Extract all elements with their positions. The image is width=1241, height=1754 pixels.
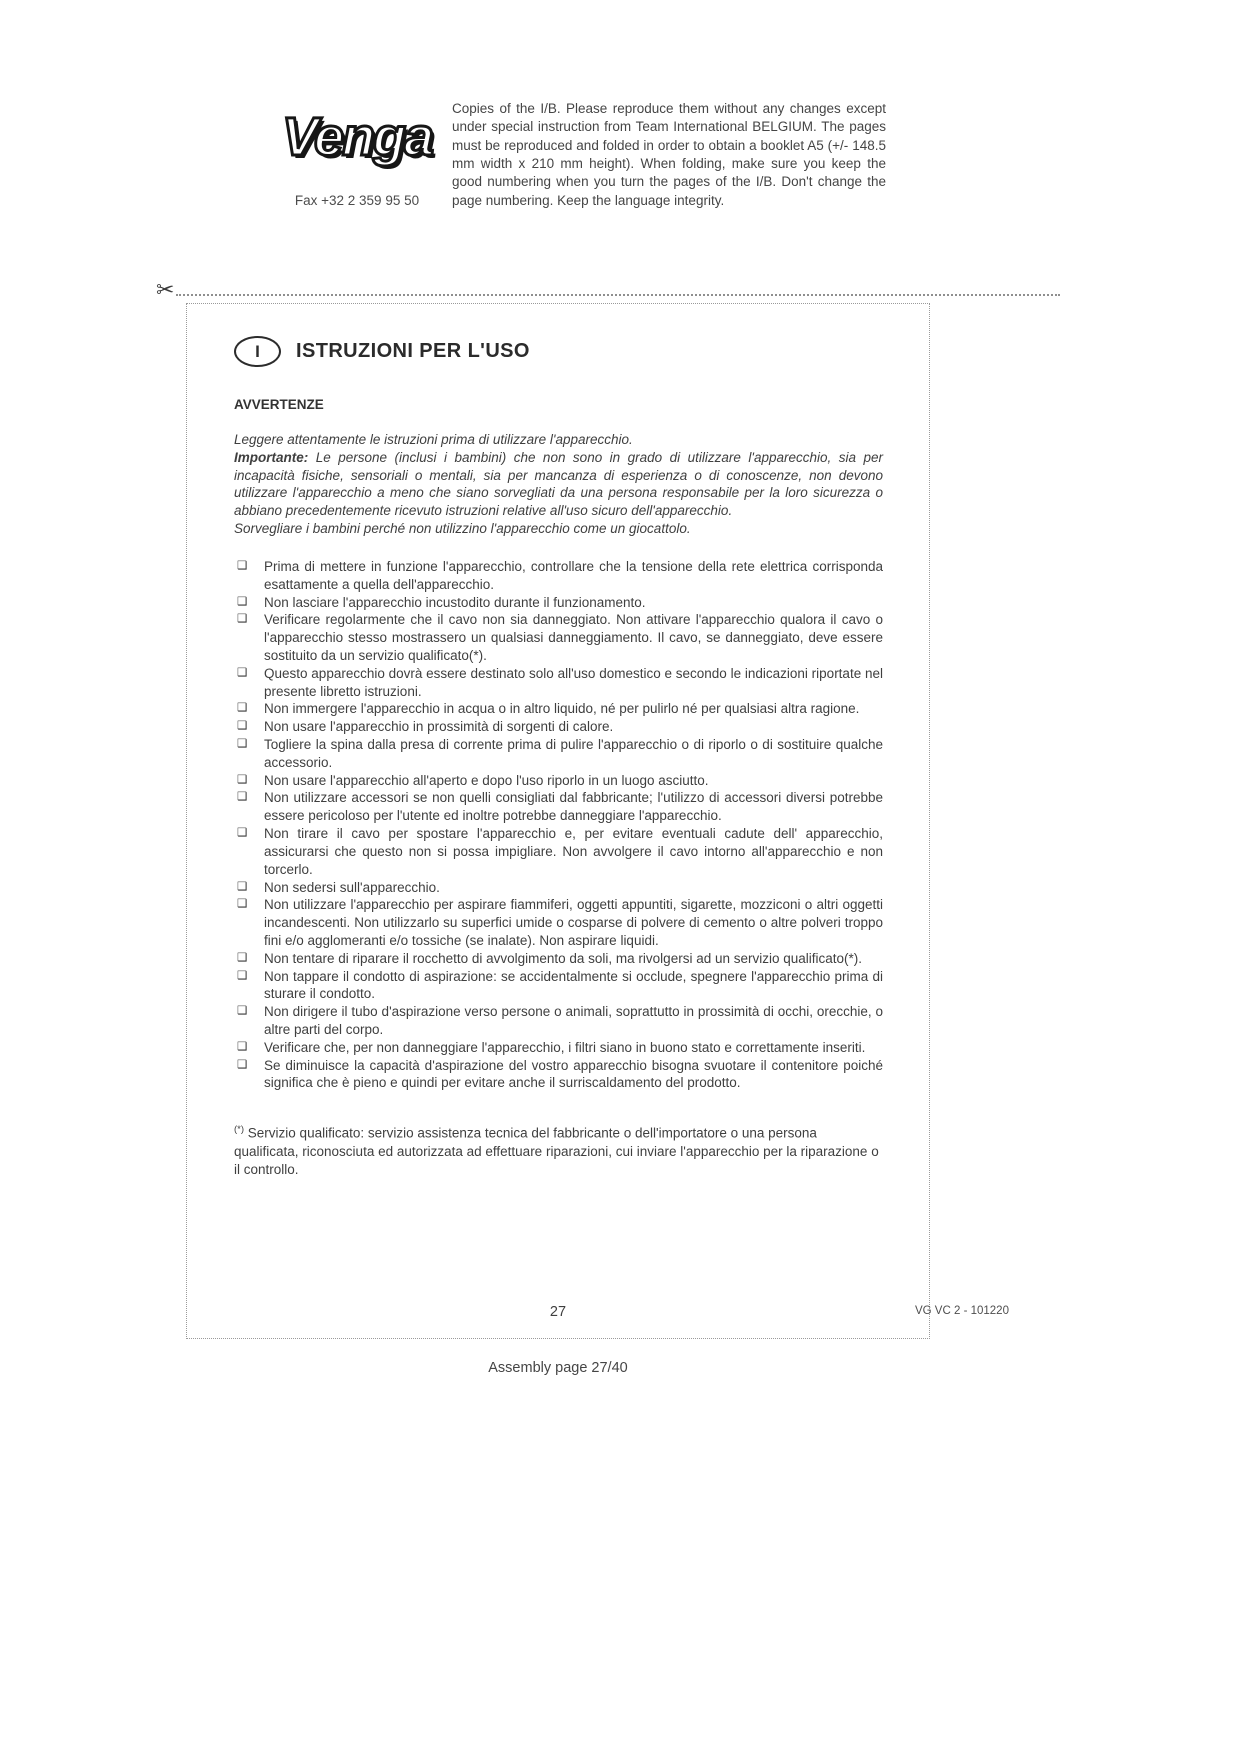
warning-text: Non usare l'apparecchio in prossimità di sorgenti di calore. — [264, 719, 614, 735]
warning-text: Non tentare di riparare il rocchetto di avvolgimento da soli, ma rivolgersi ad un servizio qualificato(*). — [264, 950, 863, 966]
warning-item — [234, 594, 883, 612]
warning-item — [234, 789, 883, 825]
venga-logo: Venga — [281, 107, 433, 167]
warning-text: Non dirigere il tubo d'aspirazione verso persone o animali, soprattutto in prossimità di occhi, orecchie, o altre parti del corpo. — [264, 1004, 883, 1037]
warning-text: Non utilizzare accessori se non quelli consigliati dal fabbricante; l'utilizzo di accessori diversi potrebbe essere pericoloso per l'utente ed inoltre potrebbe danneggiare l'apparecchio. — [264, 790, 883, 824]
warning-item — [234, 950, 883, 968]
warning-list — [234, 558, 883, 1092]
doc-code: VG VC 2 - 101220 — [915, 1305, 1009, 1317]
importante-label: Importante: — [234, 449, 309, 465]
warning-item — [234, 718, 883, 736]
cut-line — [156, 278, 1060, 302]
checkbox-bullet-icon: ❑ — [237, 595, 248, 608]
footnote-text: Servizio qualificato: servizio assistenza tecnica del fabbricante o dell'importatore o una persona qualificata, riconosciuta ed autorizzata ad effettuare riparazioni, cui inviare l'apparecchio per la riparazione o il controllo. — [234, 1125, 879, 1177]
cut-dotted-line — [176, 294, 1060, 296]
checkbox-bullet-icon: ❑ — [237, 880, 248, 893]
warning-text: Prima di mettere in funzione l'apparecchio, controllare che la tensione della rete elettrica corrisponda esattamente a quella dell'apparecchio. — [264, 558, 883, 592]
warning-text: Togliere la spina dalla presa di corrente prima di pulire l'apparecchio o di riporlo o di sostituire qualche accessorio. — [264, 737, 883, 770]
intro-paragraph-2 — [234, 449, 883, 520]
checkbox-bullet-icon: ❑ — [237, 898, 248, 911]
warnings-heading: AVVERTENZE — [234, 397, 324, 412]
scissors-icon: ✂ — [156, 277, 175, 302]
warning-item — [234, 611, 883, 664]
footnote-marker: (*) — [234, 1124, 245, 1136]
importante-text: Le persone (inclusi i bambini) che non sono in grado di utilizzare l'apparecchio, sia per incapacità fisiche, sensoriali o mentali, sia per mancanza di esperienza o di conoscenze, non devono utilizzare l'apparecchio a meno che siano sorvegliati da una persona responsabile per la loro sicurezza o abbiano precedentemente ricevuto istruzioni relative all'uso sicuro dell'apparecchio. — [234, 449, 883, 519]
fax-number: Fax +32 2 359 95 50 — [294, 193, 420, 209]
checkbox-bullet-icon: ❑ — [237, 969, 248, 982]
checkbox-bullet-icon: ❑ — [237, 951, 248, 964]
warning-item — [234, 879, 883, 897]
language-badge — [234, 336, 281, 367]
checkbox-bullet-icon: ❑ — [237, 559, 248, 572]
warning-text: Non sedersi sull'apparecchio. — [264, 879, 440, 895]
title-text: ISTRUZIONI PER L'USO — [296, 340, 530, 362]
page-title — [234, 336, 883, 367]
warning-text: Non lasciare l'apparecchio incustodito durante il funzionamento. — [264, 594, 646, 610]
reproduction-notice: Copies of the I/B. Please reproduce them without any changes except under special instruction from Team International BELGIUM. The pages must be reproduced and folded in order to obtain a booklet A5 (+/- 148.5 mm width x 210 mm height). When folding, make sure you keep the good numbering when you turn the pages of the I/B. Don't change the page numbering. Keep the language integrity. — [452, 101, 886, 208]
intro-paragraph-1: Leggere attentamente le istruzioni prima di utilizzare l'apparecchio. — [234, 432, 633, 447]
instruction-box — [186, 303, 930, 1339]
page-number: 27 — [549, 1304, 567, 1320]
checkbox-bullet-icon: ❑ — [237, 720, 248, 733]
warning-item — [234, 772, 883, 790]
warning-item — [234, 825, 883, 878]
warning-item — [234, 968, 883, 1004]
intro-block — [234, 431, 883, 538]
checkbox-bullet-icon: ❑ — [237, 702, 248, 715]
checkbox-bullet-icon: ❑ — [237, 791, 248, 804]
warning-item — [234, 1039, 883, 1057]
warning-item — [234, 558, 883, 594]
checkbox-bullet-icon: ❑ — [237, 1040, 248, 1053]
warning-item — [234, 736, 883, 772]
warning-text: Non utilizzare l'apparecchio per aspirare fiammiferi, oggetti appuntiti, sigarette, mozziconi o altri oggetti incandescenti. Non utilizzarlo su superfici umide o cosparse di polvere di cemento o altre polveri troppo fini e/o agglomeranti e/o tossiche (se inalate). Non aspirare liquidi. — [264, 897, 883, 948]
warning-text: Se diminuisce la capacità d'aspirazione del vostro apparecchio bisogna svuotare il contenitore poiché significa che è pieno e quindi per evitare anche il surriscaldamento del prodotto. — [264, 1057, 883, 1091]
warning-item — [234, 665, 883, 701]
footnote — [234, 1124, 883, 1179]
language-letter: I — [255, 341, 260, 361]
warning-item — [234, 896, 883, 949]
brand-block — [272, 108, 442, 208]
warning-text: Non usare l'apparecchio all'aperto e dopo l'uso riporlo in un luogo asciutto. — [264, 772, 709, 788]
checkbox-bullet-icon: ❑ — [237, 666, 248, 679]
warning-text: Questo apparecchio dovrà essere destinato solo all'uso domestico e secondo le indicazioni riportate nel presente libretto istruzioni. — [264, 665, 883, 699]
warning-text: Non tappare il condotto di aspirazione: se accidentalmente si occlude, spegnere l'apparecchio prima di sturare il condotto. — [264, 968, 883, 1002]
warning-text: Non tirare il cavo per spostare l'apparecchio e, per evitare eventuali cadute dell' apparecchio, assicurarsi che questo non si possa impigliare. Non avvolgere il cavo intorno all'apparecchio e non torcerlo. — [264, 826, 883, 877]
checkbox-bullet-icon: ❑ — [237, 613, 248, 626]
warning-item — [234, 700, 883, 718]
checkbox-bullet-icon: ❑ — [237, 1005, 248, 1018]
checkbox-bullet-icon: ❑ — [237, 827, 248, 840]
warning-text: Verificare che, per non danneggiare l'apparecchio, i filtri siano in buono stato e correttamente inseriti. — [264, 1039, 866, 1055]
assembly-footer: Assembly page 27/40 — [488, 1360, 628, 1376]
checkbox-bullet-icon: ❑ — [237, 738, 248, 750]
intro-paragraph-3: Sorvegliare i bambini perché non utilizzino l'apparecchio come un giocattolo. — [234, 521, 691, 537]
warning-text: Non immergere l'apparecchio in acqua o in altro liquido, né per pulirlo né per qualsiasi altra ragione. — [264, 701, 860, 717]
warning-item — [234, 1057, 883, 1093]
checkbox-bullet-icon: ❑ — [237, 1058, 248, 1071]
checkbox-bullet-icon: ❑ — [237, 773, 248, 786]
warning-item — [234, 1003, 883, 1039]
warning-text: Verificare regolarmente che il cavo non sia danneggiato. Non attivare l'apparecchio qualora il cavo o l'apparecchio stesso mostrassero un qualsiasi danneggiamento. Il cavo, se danneggiato, deve essere sostituito da un servizio qualificato(*). — [264, 612, 883, 663]
